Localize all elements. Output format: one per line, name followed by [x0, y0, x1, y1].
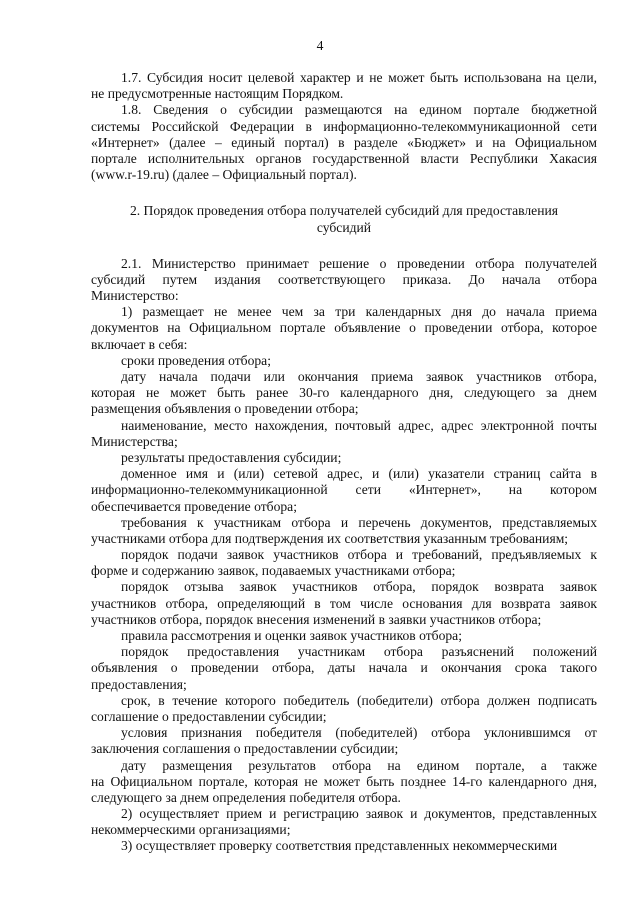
text-line: системы Российской Федерации в информационно-телекоммуникационной сети — [91, 118, 597, 134]
text-line: дату размещения результатов отбора на едином портале, а также — [121, 757, 597, 773]
paragraph — [91, 628, 597, 644]
text-line: следующего за днем определения победителя отбора. — [91, 789, 401, 805]
paragraph — [91, 758, 597, 807]
paragraph — [91, 644, 597, 693]
text-line: объявления о проведении отбора, даты начала и окончания срока такого — [91, 660, 597, 676]
text-line: которая не может быть ранее 30-го календарного дня, следующего за днем — [91, 385, 597, 401]
text-line: дату начала подачи или окончания приема заявок участников отбора, — [121, 369, 597, 384]
text-line: Министерства; — [91, 433, 178, 449]
document-body — [91, 70, 597, 855]
text-line: 1.7. Субсидия носит целевой характер и не может быть использована на цели, — [121, 70, 597, 85]
paragraph — [91, 369, 597, 418]
text-line: форме и содержанию заявок, подаваемых участниками отбора; — [91, 563, 456, 579]
paragraph — [91, 806, 597, 838]
text-line: портале исполнительных органов государственной власти Республики Хакасия — [91, 150, 597, 166]
text-line: правила рассмотрения и оценки заявок участников отбора; — [121, 628, 462, 643]
section-heading — [91, 203, 597, 235]
paragraph — [91, 725, 597, 757]
text-line: документов на Официальном портале объявление о проведении отбора, которое — [91, 320, 597, 336]
text-line: Министерство: — [91, 288, 179, 304]
text-line: не предусмотренные настоящим Порядком. — [91, 86, 344, 102]
text-line: соглашение о предоставлении субсидии; — [91, 708, 327, 724]
text-line: субсидий — [316, 219, 372, 235]
text-line: участников отбора, определяющий в том числе основания для возврата заявок — [91, 595, 597, 611]
paragraph — [91, 353, 597, 369]
paragraph — [91, 304, 597, 353]
text-line: требования к участникам отбора и перечень документов, представляемых — [121, 514, 597, 530]
text-line: 1.8. Сведения о субсидии размещаются на едином портале бюджетной — [121, 102, 597, 118]
text-line: участников отбора, порядок внесения изменений в заявки участников отбора; — [91, 611, 542, 627]
paragraph — [91, 515, 597, 547]
text-line: условия признания победителя (победителей) отбора уклонившимся от — [121, 725, 597, 741]
text-line: сроки проведения отбора; — [121, 352, 271, 368]
paragraph — [91, 450, 597, 466]
text-line: срок, в течение которого победитель (победители) отбора должен подписать — [121, 692, 597, 708]
text-line: наименование, место нахождения, почтовый адрес, адрес электронной почты — [121, 417, 597, 433]
paragraph — [91, 466, 597, 515]
paragraph — [91, 102, 597, 183]
paragraph — [91, 70, 597, 102]
text-line: порядок предоставления участникам отбора разъяснений положений — [121, 644, 597, 660]
text-line: включает в себя: — [91, 336, 188, 352]
text-line: 3) осуществляет проверку соответствия представленных некоммерческими — [121, 838, 558, 854]
text-line: (www.r-19.ru) (далее – Официальный портал). — [91, 167, 357, 183]
text-line: 2) осуществляет прием и регистрацию заявок и документов, представленных — [121, 806, 597, 822]
text-line: на Официальном портале, которая не может быть позднее 14-го календарного дня, — [91, 773, 597, 789]
text-line: 2. Порядок проведения отбора получателей субсидий для предоставления — [129, 203, 559, 219]
text-line: информационно-телекоммуникационной сети «Интернет», на котором — [91, 482, 597, 498]
paragraph — [91, 418, 597, 450]
text-line: некоммерческими организациями; — [91, 822, 291, 838]
text-line: порядок отзыва заявок участников отбора, порядок возврата заявок — [121, 579, 597, 595]
text-line: предоставления; — [91, 676, 187, 692]
text-line: результаты предоставления субсидии; — [121, 449, 342, 465]
text-line: заключения соглашения о предоставлении субсидии; — [91, 741, 399, 757]
text-line: обеспечивается проведение отбора; — [91, 498, 297, 514]
text-line: «Интернет» (далее – единый портал) в разделе «Бюджет» и на Официальном — [91, 134, 597, 150]
text-line: субсидий путем издания соответствующего приказа. До начала отбора — [91, 271, 597, 287]
text-line: порядок подачи заявок участников отбора и требований, предъявляемых к — [121, 547, 597, 563]
text-line: размещения объявления о проведении отбора; — [91, 401, 359, 417]
paragraph — [91, 547, 597, 579]
paragraph — [91, 838, 597, 854]
text-line: доменное имя и (или) сетевой адрес, и (или) указатели страниц сайта в — [121, 466, 597, 482]
text-line: 1) размещает не менее чем за три календарных дня до начала приема — [121, 304, 597, 320]
text-line: 2.1. Министерство принимает решение о проведении отбора получателей — [121, 255, 597, 271]
page-number: 4 — [316, 38, 324, 53]
paragraph — [91, 256, 597, 305]
paragraph — [91, 693, 597, 725]
paragraph — [91, 579, 597, 628]
text-line: участниками отбора для подтверждения их соответствия указанным требованиям; — [91, 530, 569, 546]
